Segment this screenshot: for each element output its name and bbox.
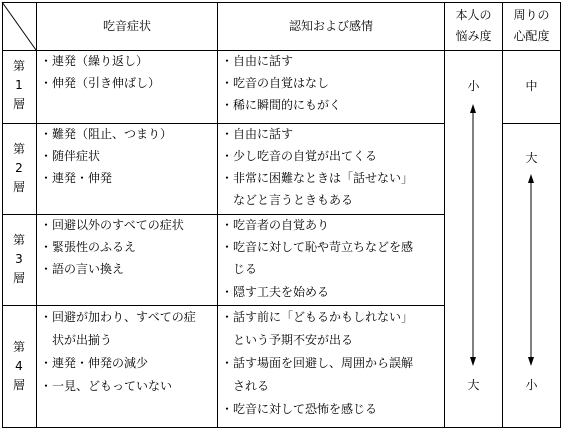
stage-4-symptom: ・回避が加わり、すべての症 [40,310,196,324]
stage-1-cognition: ・吃音の自覚はなし [221,76,330,90]
self-worry-bottom: 大 [467,378,480,392]
corner-diagonal [2,2,36,50]
self-worry-arrow-up [470,104,476,113]
stage-3-symptom: ・緊張性のふるえ [40,240,137,254]
others-concern-arrow-up [528,174,534,183]
others-concern-arrow-down [528,357,534,366]
stage-4-cognition: という予期不安が出る [221,333,354,347]
stage-4-cognition: ・話す場面を回避し、周囲から誤解 [221,356,414,370]
stage-2-cognition: ・自由に話す [221,127,294,141]
stage-3-label: 第 3 層 [12,233,25,285]
stage-4-cognition: される [221,379,270,393]
stage-1-cognition: ・自由に話す [221,54,294,68]
header-others-concern-2: 心配度 [513,29,550,43]
header-cognition: 認知および感情 [288,19,373,33]
stage-4-symptom: ・連発・伸発の減少 [40,356,149,370]
header-symptoms: 吃音症状 [102,19,151,33]
header-others-concern-1: 周りの [513,8,550,22]
stage-1-symptom: ・連発（繰り返し） [40,54,149,68]
stage-2-symptom: ・随伴症状 [40,149,101,163]
stage-1-symptom: ・伸発（引き伸ばし） [40,76,161,90]
stage-3-symptom: ・語の言い換え [40,262,125,276]
stage-4-cognition: ・話す前に「どもるかもしれない」 [221,310,414,324]
others-concern-bottom: 小 [525,378,538,392]
stage-2-symptom: ・難発（阻止、つまり） [40,127,173,141]
header-self-worry-2: 悩み度 [455,29,492,43]
self-worry-arrow-down [470,357,476,366]
stage-3-cognition: じる [221,262,258,276]
stage-3-cognition: ・吃音者の自覚あり [221,218,330,232]
stage-4-cognition: ・吃音に対して恐怖を感じる [221,402,378,416]
stage-2-cognition: ・少し吃音の自覚が出てくる [221,149,378,163]
stage-3-cognition: ・隠す工夫を始める [221,285,330,299]
self-worry-top: 小 [467,79,480,93]
stage-3-symptom: ・回避以外のすべての症状 [40,218,184,232]
stage-4-symptom: 状が出揃う [40,333,113,347]
header-self-worry-1: 本人の [455,8,492,22]
stage-2-cognition: などと言うときもある [221,193,354,207]
stage-4-symptom: ・一見、どもっていない [40,379,173,393]
stage-2-label: 第 2 層 [12,142,25,194]
stage-4-label: 第 4 層 [12,340,25,392]
stage-1-label: 第 1 層 [12,59,25,111]
stage-1-cognition: ・稀に瞬間的にもがく [221,98,342,112]
stage-2-symptom: ・連発・伸発 [40,171,113,185]
stage-2-cognition: ・非常に困難なときは「話せない」 [221,171,414,185]
stage-3-cognition: ・吃音に対して恥や苛立ちなどを感 [221,240,414,254]
others-concern-stage1: 中 [525,79,538,93]
others-concern-top: 大 [525,151,538,165]
